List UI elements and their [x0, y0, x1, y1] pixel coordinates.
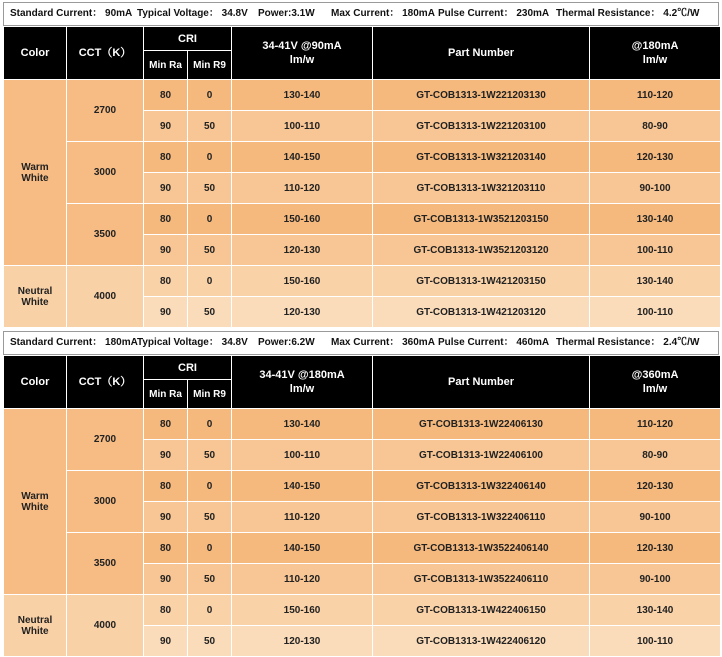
min-r9-cell: 0 [188, 204, 232, 235]
spec-item: Power:3.1W [258, 8, 315, 19]
spec-item: Typical Voltage： 34.8V [137, 337, 248, 348]
high-current-flux-cell: 130-140 [590, 204, 721, 235]
spec-summary-bar [3, 331, 719, 355]
part-number-cell: GT-COB1313-1W3522406110 [373, 564, 590, 595]
high-current-flux-cell: 90-100 [590, 502, 721, 533]
cct-cell: 3500 [67, 533, 144, 595]
min-ra-cell: 80 [144, 204, 188, 235]
min-r9-cell: 0 [188, 266, 232, 297]
header-row [4, 27, 721, 51]
col-header-color: Color [4, 356, 67, 409]
spec-item: Pulse Current： 230mA [438, 8, 550, 19]
high-current-flux-cell: 110-120 [590, 409, 721, 440]
lumen-table [3, 355, 721, 657]
min-r9-cell: 50 [188, 235, 232, 266]
col-header-part-number: Part Number [373, 356, 590, 409]
table-row [4, 595, 721, 626]
min-r9-cell: 50 [188, 564, 232, 595]
color-group-cell: Neutral White [4, 266, 67, 328]
part-number-cell: GT-COB1313-1W321203140 [373, 142, 590, 173]
part-number-cell: GT-COB1313-1W322406110 [373, 502, 590, 533]
cct-cell: 2700 [67, 409, 144, 471]
col-header-color: Color [4, 27, 67, 80]
flux-cell: 140-150 [232, 533, 373, 564]
high-current-flux-cell: 90-100 [590, 173, 721, 204]
min-r9-cell: 50 [188, 440, 232, 471]
high-current-header-line1: @180mA [631, 40, 679, 52]
min-ra-cell: 90 [144, 297, 188, 328]
min-r9-cell: 0 [188, 471, 232, 502]
min-ra-cell: 80 [144, 142, 188, 173]
high-current-header-unit: lm/w [642, 54, 668, 66]
flux-cell: 110-120 [232, 564, 373, 595]
flux-cell: 140-150 [232, 471, 373, 502]
spec-item: Thermal Resistance： 4.2℃/W [556, 8, 700, 19]
spec-item: Max Current： 180mA [331, 8, 435, 19]
high-current-flux-cell: 80-90 [590, 111, 721, 142]
part-number-cell: GT-COB1313-1W421203150 [373, 266, 590, 297]
part-number-cell: GT-COB1313-1W221203130 [373, 80, 590, 111]
high-current-flux-cell: 120-130 [590, 471, 721, 502]
flux-cell: 120-130 [232, 235, 373, 266]
spec-item: Max Current： 360mA [331, 337, 435, 348]
table-row [4, 409, 721, 440]
flux-header-unit: lm/w [289, 54, 315, 66]
cct-cell: 3500 [67, 204, 144, 266]
table-row [4, 142, 721, 173]
flux-header-line1: 34-41V @180mA [259, 369, 345, 381]
high-current-header-unit: lm/w [642, 383, 668, 395]
col-header-min-r9: Min R9 [188, 51, 232, 80]
col-header-cri: CRI [144, 356, 232, 380]
col-header-high-current [590, 27, 721, 80]
part-number-cell: GT-COB1313-1W22406130 [373, 409, 590, 440]
flux-cell: 120-130 [232, 297, 373, 328]
min-ra-cell: 80 [144, 266, 188, 297]
high-current-flux-cell: 100-110 [590, 626, 721, 657]
min-r9-cell: 0 [188, 595, 232, 626]
col-header-part-number: Part Number [373, 27, 590, 80]
min-ra-cell: 90 [144, 502, 188, 533]
spec-item: Standard Current： 90mA [10, 8, 133, 19]
min-ra-cell: 80 [144, 80, 188, 111]
col-header-min-ra: Min Ra [144, 51, 188, 80]
part-number-cell: GT-COB1313-1W221203100 [373, 111, 590, 142]
spec-item: Pulse Current： 460mA [438, 337, 550, 348]
table-row [4, 204, 721, 235]
spec-item: Typical Voltage： 34.8V [137, 8, 248, 19]
min-ra-cell: 80 [144, 533, 188, 564]
col-header-min-ra: Min Ra [144, 380, 188, 409]
flux-header-line1: 34-41V @90mA [262, 40, 342, 52]
flux-cell: 110-120 [232, 173, 373, 204]
min-ra-cell: 90 [144, 235, 188, 266]
high-current-flux-cell: 120-130 [590, 533, 721, 564]
part-number-cell: GT-COB1313-1W3521203120 [373, 235, 590, 266]
min-ra-cell: 90 [144, 440, 188, 471]
high-current-flux-cell: 130-140 [590, 595, 721, 626]
part-number-cell: GT-COB1313-1W321203110 [373, 173, 590, 204]
high-current-header-line1: @360mA [631, 369, 679, 381]
col-header-min-r9: Min R9 [188, 380, 232, 409]
min-r9-cell: 0 [188, 142, 232, 173]
flux-cell: 130-140 [232, 80, 373, 111]
flux-cell: 150-160 [232, 204, 373, 235]
table-row [4, 533, 721, 564]
high-current-flux-cell: 100-110 [590, 297, 721, 328]
flux-cell: 130-140 [232, 409, 373, 440]
part-number-cell: GT-COB1313-1W322406140 [373, 471, 590, 502]
cct-cell: 3000 [67, 471, 144, 533]
flux-header-unit: lm/w [289, 383, 315, 395]
spec-summary-bar [3, 2, 719, 26]
cct-cell: 4000 [67, 595, 144, 657]
col-header-high-current [590, 356, 721, 409]
min-ra-cell: 80 [144, 595, 188, 626]
min-r9-cell: 50 [188, 297, 232, 328]
min-r9-cell: 0 [188, 80, 232, 111]
min-r9-cell: 0 [188, 533, 232, 564]
spec-item: Standard Current： 180mA [10, 337, 138, 348]
col-header-flux [232, 356, 373, 409]
high-current-flux-cell: 100-110 [590, 235, 721, 266]
min-ra-cell: 90 [144, 564, 188, 595]
color-group-cell: Warm White [4, 80, 67, 266]
flux-cell: 120-130 [232, 626, 373, 657]
min-ra-cell: 90 [144, 173, 188, 204]
high-current-flux-cell: 110-120 [590, 80, 721, 111]
flux-cell: 150-160 [232, 266, 373, 297]
high-current-flux-cell: 80-90 [590, 440, 721, 471]
min-r9-cell: 0 [188, 409, 232, 440]
table-row [4, 266, 721, 297]
min-ra-cell: 90 [144, 111, 188, 142]
spec-item: Power:6.2W [258, 337, 315, 348]
part-number-cell: GT-COB1313-1W422406150 [373, 595, 590, 626]
color-group-cell: Neutral White [4, 595, 67, 657]
min-r9-cell: 50 [188, 111, 232, 142]
col-header-flux [232, 27, 373, 80]
table-row [4, 471, 721, 502]
high-current-flux-cell: 120-130 [590, 142, 721, 173]
flux-cell: 140-150 [232, 142, 373, 173]
flux-cell: 100-110 [232, 440, 373, 471]
cct-cell: 3000 [67, 142, 144, 204]
cct-cell: 2700 [67, 80, 144, 142]
min-r9-cell: 50 [188, 626, 232, 657]
cct-cell: 4000 [67, 266, 144, 328]
col-header-cri: CRI [144, 27, 232, 51]
min-ra-cell: 90 [144, 626, 188, 657]
part-number-cell: GT-COB1313-1W22406100 [373, 440, 590, 471]
part-number-cell: GT-COB1313-1W3521203150 [373, 204, 590, 235]
part-number-cell: GT-COB1313-1W421203120 [373, 297, 590, 328]
min-r9-cell: 50 [188, 173, 232, 204]
part-number-cell: GT-COB1313-1W422406120 [373, 626, 590, 657]
flux-cell: 100-110 [232, 111, 373, 142]
min-ra-cell: 80 [144, 471, 188, 502]
flux-cell: 150-160 [232, 595, 373, 626]
col-header-cct: CCT（K） [67, 27, 144, 80]
high-current-flux-cell: 130-140 [590, 266, 721, 297]
min-r9-cell: 50 [188, 502, 232, 533]
color-group-cell: Warm White [4, 409, 67, 595]
flux-cell: 110-120 [232, 502, 373, 533]
header-row [4, 356, 721, 380]
col-header-cct: CCT（K） [67, 356, 144, 409]
table-row [4, 80, 721, 111]
spec-item: Thermal Resistance： 2.4℃/W [556, 337, 700, 348]
min-ra-cell: 80 [144, 409, 188, 440]
high-current-flux-cell: 90-100 [590, 564, 721, 595]
part-number-cell: GT-COB1313-1W3522406140 [373, 533, 590, 564]
lumen-table [3, 26, 721, 328]
